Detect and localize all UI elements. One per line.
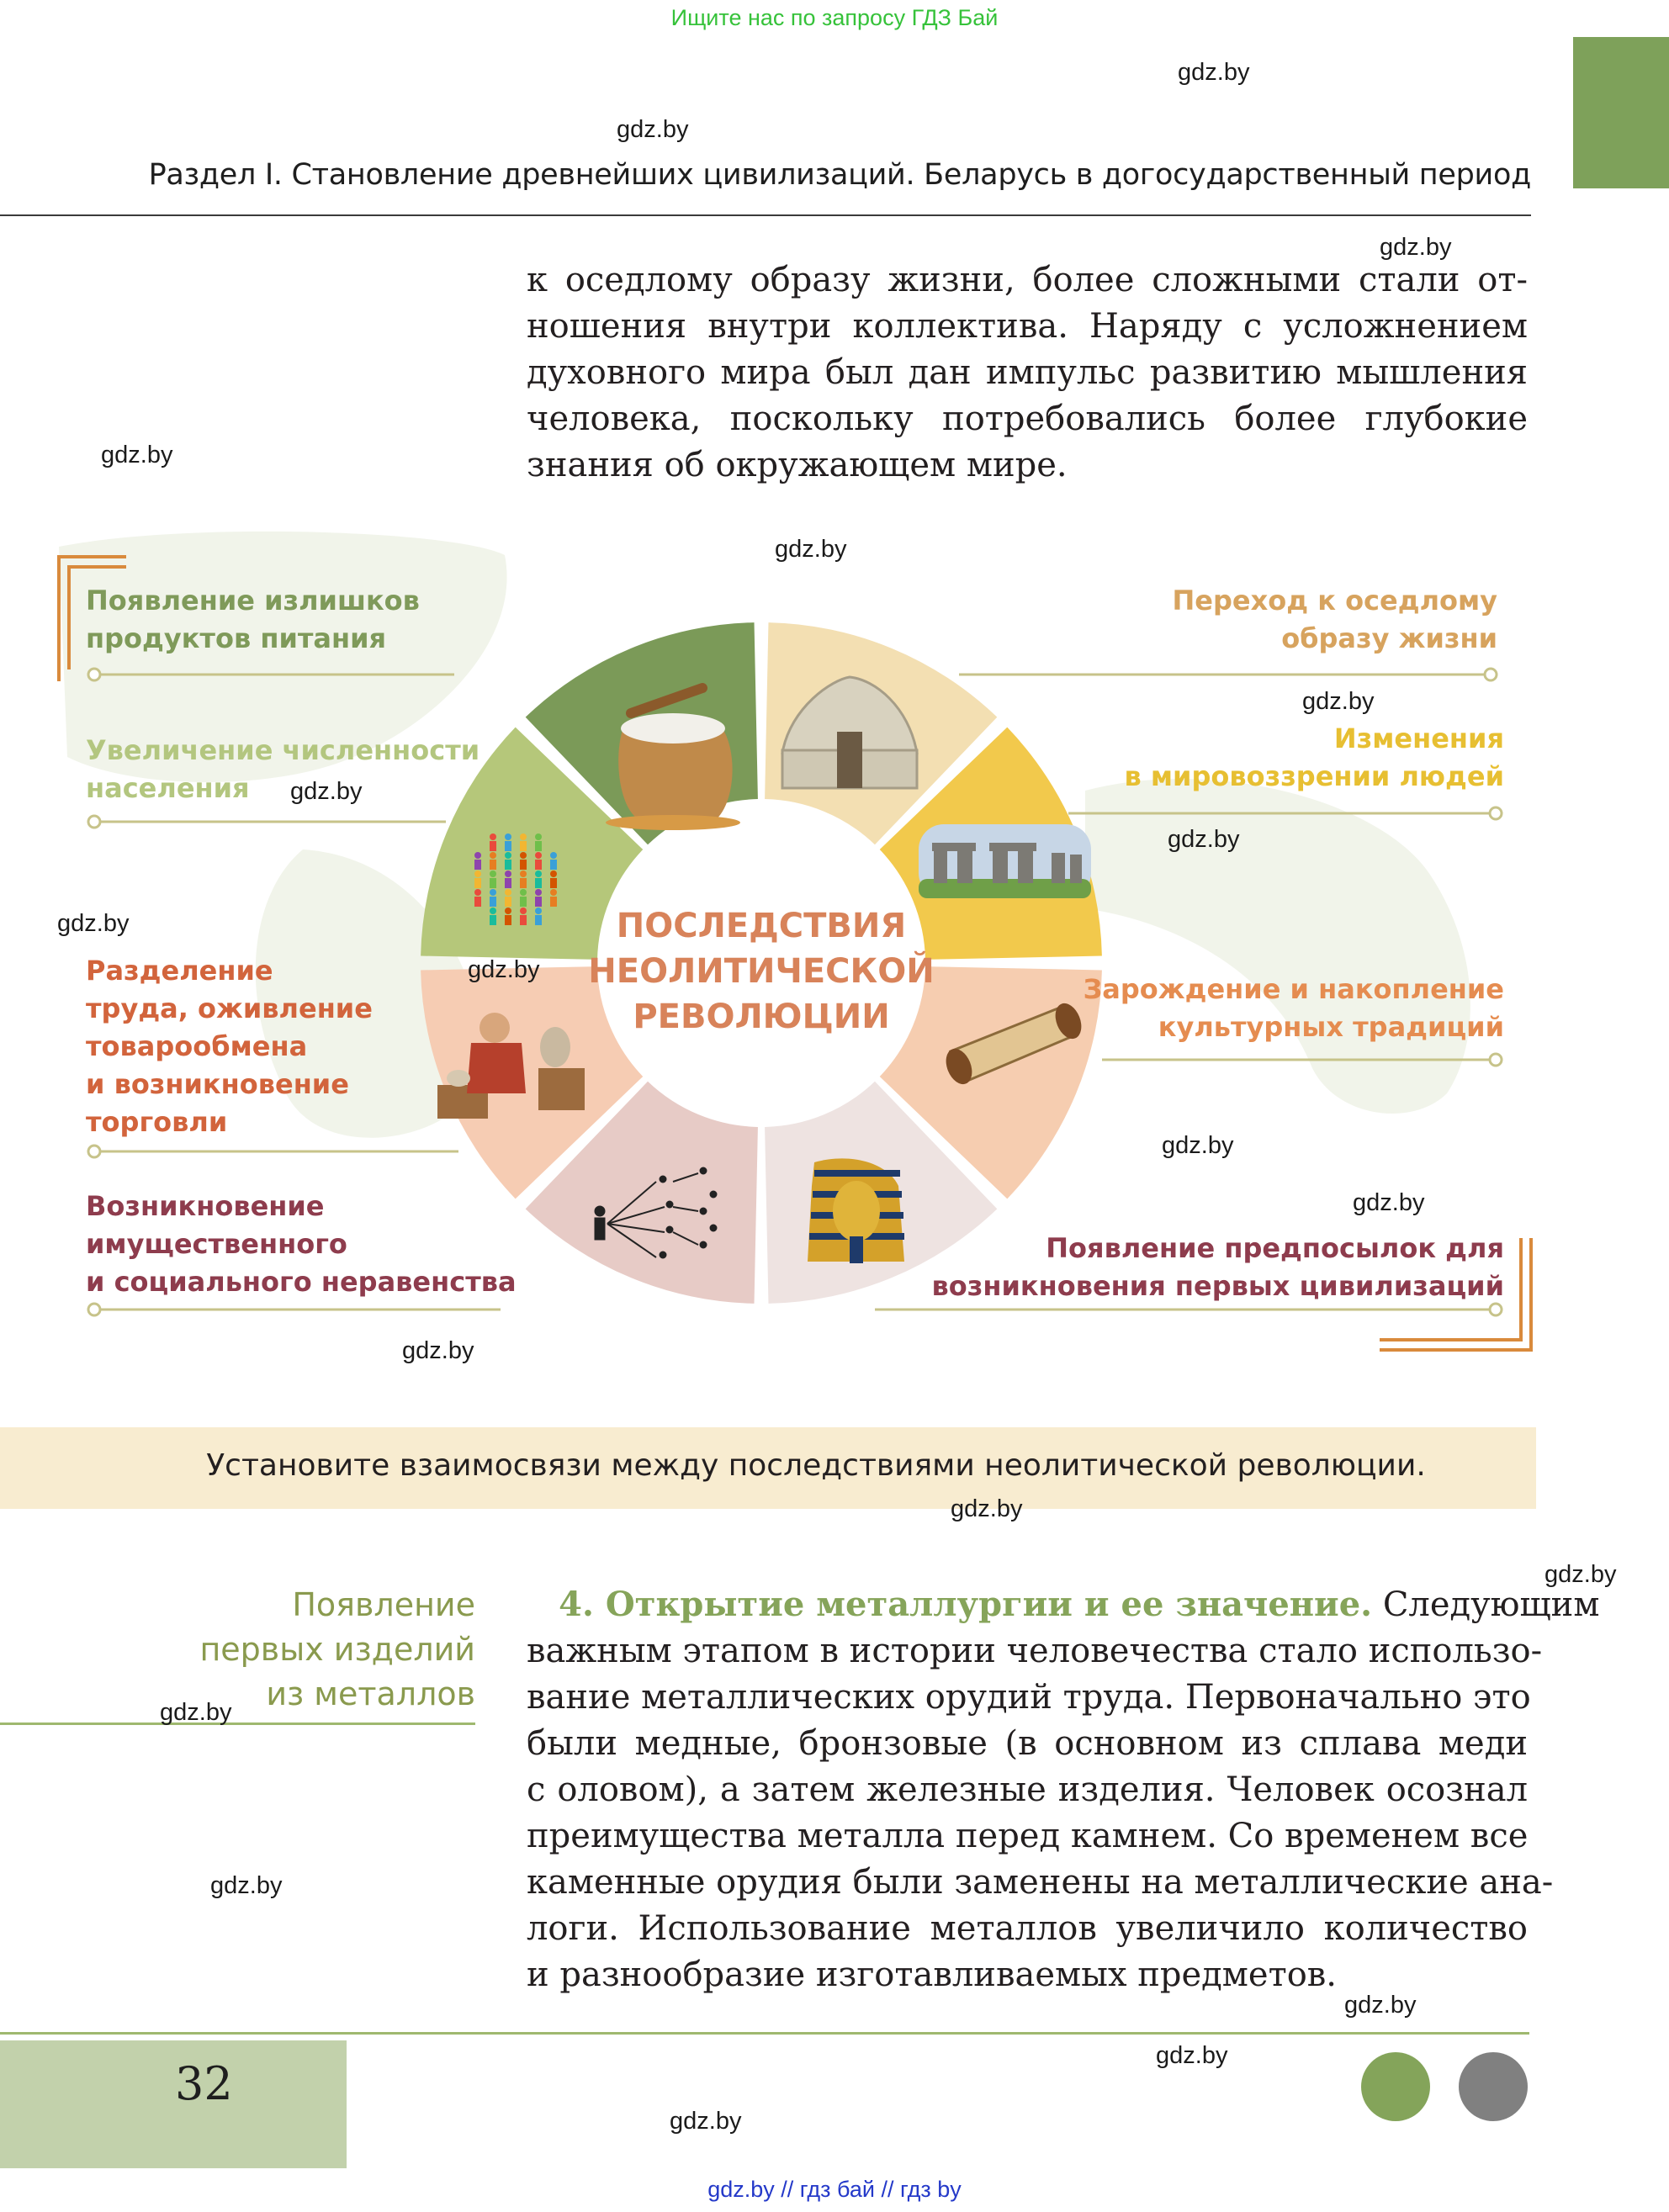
person-figure xyxy=(505,897,511,907)
consequence-civilization-prerequisites xyxy=(925,1230,1504,1305)
person-figure xyxy=(490,841,496,851)
consequence-worldview-change xyxy=(1009,720,1504,796)
text-line: ношения внутри коллектива. Наряду с усложнением xyxy=(527,307,1528,346)
text-line: человека, поскольку потребовались более глубокие xyxy=(527,400,1528,438)
person-figure xyxy=(474,860,481,870)
text-line: с оловом), а затем железные изделия. Человек осознал xyxy=(527,1770,1528,1809)
person-figure xyxy=(535,915,542,925)
margin-line: первых изделий xyxy=(199,1631,475,1668)
person-figure xyxy=(550,897,557,907)
watermark: gdz.by xyxy=(57,910,130,937)
label-line: Разделение xyxy=(86,955,273,987)
label-line: товарообмена xyxy=(86,1030,308,1062)
watermark: gdz.by xyxy=(1178,59,1250,86)
text-line: важным этапом в истории человечества стало использо- xyxy=(527,1632,1543,1670)
person-figure xyxy=(535,841,542,851)
label-line: возникновения первых цивилизаций xyxy=(931,1270,1504,1302)
person-figure xyxy=(505,915,511,925)
watermark: gdz.by xyxy=(1353,1189,1425,1216)
person-figure xyxy=(490,860,496,870)
label-line: труда, оживление xyxy=(86,992,373,1024)
margin-note xyxy=(135,1583,475,1717)
person-figure xyxy=(490,897,496,907)
person-figure xyxy=(520,833,527,840)
person-figure xyxy=(474,878,481,888)
person-figure xyxy=(505,841,511,851)
watermark: gdz.by xyxy=(670,2108,742,2135)
person-figure xyxy=(490,915,496,925)
person-figure xyxy=(520,908,527,914)
person-figure xyxy=(520,897,527,907)
person-figure xyxy=(505,852,511,859)
watermark: gdz.by xyxy=(1544,1561,1617,1588)
watermark: gdz.by xyxy=(160,1699,232,1726)
label-line: Появление излишков xyxy=(86,585,420,617)
footer-divider xyxy=(0,2032,1529,2035)
bottom-links: gdz.by // гдз бай // гдз by xyxy=(707,2177,962,2202)
stonehenge-icon xyxy=(919,824,1091,898)
person-figure xyxy=(490,833,496,840)
footer-dot-green xyxy=(1361,2052,1430,2121)
text-line xyxy=(527,1581,1600,1628)
watermark: gdz.by xyxy=(1302,688,1375,715)
text-line: духовного мира был дан импульс развитию мышления xyxy=(527,353,1528,392)
background-blob xyxy=(1085,779,1470,1114)
text-line: вание металлических орудий труда. Первоначально это xyxy=(527,1678,1531,1717)
label-line: Переход к оседлому xyxy=(1172,585,1497,617)
label-line: и возникновение xyxy=(86,1068,349,1100)
center-line: НЕОЛИТИЧЕСКОЙ xyxy=(588,952,935,991)
label-line: продуктов питания xyxy=(86,622,387,654)
person-figure xyxy=(535,897,542,907)
watermark: gdz.by xyxy=(1380,234,1452,261)
label-line: Увеличение численности xyxy=(86,734,480,766)
person-figure xyxy=(505,871,511,877)
person-figure xyxy=(535,833,542,840)
corner-accent-block xyxy=(1573,37,1669,188)
watermark: gdz.by xyxy=(290,778,363,805)
label-line: торговли xyxy=(86,1106,228,1138)
person-figure xyxy=(550,852,557,859)
center-line: ПОСЛЕДСТВИЯ xyxy=(616,907,907,945)
watermark: gdz.by xyxy=(951,1495,1023,1522)
watermark: gdz.by xyxy=(1344,1992,1417,2019)
paragraph-intro xyxy=(527,257,1528,489)
watermark: gdz.by xyxy=(1162,1132,1234,1159)
watermark: gdz.by xyxy=(1168,826,1240,853)
label-line: населения xyxy=(86,772,250,804)
page-number: 32 xyxy=(175,2057,233,2110)
label-line: Возникновение xyxy=(86,1190,325,1222)
person-figure xyxy=(505,833,511,840)
person-figure xyxy=(535,860,542,870)
consequence-population-growth xyxy=(86,732,480,807)
person-figure xyxy=(490,878,496,888)
person-figure xyxy=(505,878,511,888)
text-line: и разнообразие изготавливаемых предметов. xyxy=(527,1955,1338,1994)
search-banner: Ищите нас по запросу ГДЗ Бай xyxy=(670,5,999,30)
person-figure xyxy=(474,852,481,859)
section-4-paragraph xyxy=(527,1581,1600,1998)
text-line: знания об окружающем мире. xyxy=(527,446,1068,484)
person-figure xyxy=(490,852,496,859)
person-figure xyxy=(550,878,557,888)
person-figure xyxy=(520,878,527,888)
margin-divider xyxy=(0,1723,475,1725)
watermark: gdz.by xyxy=(210,1872,283,1899)
person-figure xyxy=(505,908,511,914)
label-line: Зарождение и накопление xyxy=(1083,973,1504,1005)
margin-line: Появление xyxy=(292,1586,475,1623)
consequence-food-surplus xyxy=(86,582,420,658)
watermark: gdz.by xyxy=(402,1337,474,1364)
person-figure xyxy=(490,908,496,914)
person-figure xyxy=(535,852,542,859)
diagram-center-title xyxy=(572,903,951,1040)
person-figure xyxy=(535,878,542,888)
text-line: логи. Использование металлов увеличило количество xyxy=(527,1909,1528,1948)
person-figure xyxy=(520,871,527,877)
person-figure xyxy=(474,871,481,877)
consequence-inequality xyxy=(86,1188,517,1301)
person-figure xyxy=(520,841,527,851)
person-figure xyxy=(490,871,496,877)
person-figure xyxy=(535,871,542,877)
person-figure xyxy=(520,915,527,925)
label-line: в мировоззрении людей xyxy=(1124,760,1504,792)
person-figure xyxy=(550,860,557,870)
person-figure xyxy=(505,860,511,870)
consequence-settled-life xyxy=(1009,582,1497,658)
text-line: были медные, бронзовые (в основном из сплава меди xyxy=(527,1724,1528,1763)
person-figure xyxy=(474,897,481,907)
label-line: Появление предпосылок для xyxy=(1046,1232,1504,1264)
person-figure xyxy=(520,852,527,859)
person-figure xyxy=(550,889,557,896)
text-line: преимущества металла перед камнем. Со временем все xyxy=(527,1817,1529,1855)
label-line: образу жизни xyxy=(1281,622,1497,654)
label-line: культурных традиций xyxy=(1158,1011,1504,1043)
label-line: и социального неравенства xyxy=(86,1266,517,1298)
person-figure xyxy=(505,889,511,896)
label-line: Изменения xyxy=(1333,722,1504,754)
person-figure xyxy=(520,860,527,870)
consequence-division-of-labour xyxy=(86,952,373,1141)
person-figure xyxy=(490,889,496,896)
person-figure xyxy=(535,889,542,896)
page-number-box xyxy=(0,2040,347,2168)
watermark: gdz.by xyxy=(617,116,689,143)
consequence-cultural-traditions xyxy=(1009,971,1504,1046)
heading-divider xyxy=(0,214,1531,216)
task-text: Установите взаимосвязи между последствиями неолитической революции. xyxy=(206,1448,1426,1483)
text-run: Следующим xyxy=(1382,1585,1600,1624)
footer-dot-gray xyxy=(1459,2052,1528,2121)
text-line: к оседлому образу жизни, более сложными стали от- xyxy=(527,261,1528,299)
watermark: gdz.by xyxy=(775,536,847,563)
center-line: РЕВОЛЮЦИИ xyxy=(633,998,890,1036)
section-heading: Раздел I. Становление древнейших цивилизаций. Беларусь в догосударственный период xyxy=(148,158,1531,192)
person-figure xyxy=(550,871,557,877)
margin-line: из металлов xyxy=(266,1675,475,1712)
person-figure xyxy=(535,908,542,914)
watermark: gdz.by xyxy=(468,956,540,983)
label-line: имущественного xyxy=(86,1228,347,1260)
text-line: каменные орудия были заменены на металлические ана- xyxy=(527,1863,1554,1902)
watermark: gdz.by xyxy=(1156,2042,1228,2069)
person-figure xyxy=(474,889,481,896)
section-4-title: 4. Открытие металлургии и ее значение. xyxy=(559,1585,1373,1624)
person-figure xyxy=(520,889,527,896)
pharaoh-mask-icon xyxy=(808,1158,904,1263)
watermark: gdz.by xyxy=(101,442,173,468)
